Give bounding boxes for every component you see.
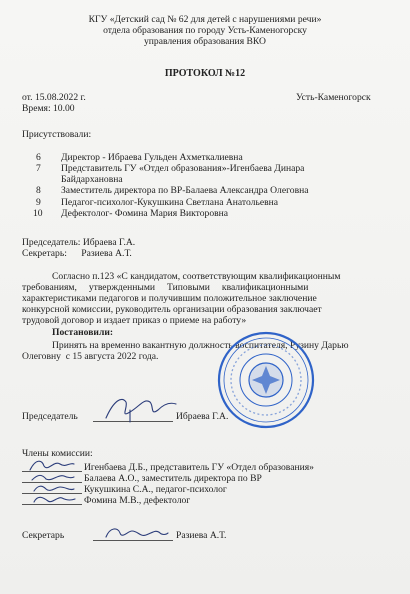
attendee-number: 9 — [36, 197, 41, 208]
body-line: Согласно п.123 «С кандидатом, соответствующим квалификационным — [52, 271, 341, 282]
document-time: Время: 10.00 — [22, 103, 75, 114]
resolution-line: Принять на временно вакантную должность воспитателя, Рузину Дарью — [52, 340, 349, 351]
member-item: Фомина М.В., дефектолог — [84, 495, 191, 506]
attendee-number: 10 — [33, 208, 43, 219]
attendee-item: Педагог-психолог-Кукушкина Светлана Анатольевна — [61, 197, 279, 208]
body-line: требованиям, утвержденными Типовыми квалификационными — [22, 282, 309, 293]
document-date: от. 15.08.2022 г. — [22, 92, 86, 103]
attendee-item: Заместитель директора по ВР-Балаева Александра Олеговна — [61, 185, 309, 196]
attendee-item-continued: Байдархановна — [61, 174, 123, 185]
member-item: Балаева А.О., заместитель директора по ВР — [84, 473, 262, 484]
member-signature — [30, 492, 78, 506]
header-line-2: отдела образования по городу Усть-Каменогорску — [103, 25, 307, 36]
body-line: конкурсной комиссии, руководитель организации образования заключает — [22, 304, 322, 315]
chair-sign-name: Ибраева Г.А. — [176, 411, 229, 422]
document-title: ПРОТОКОЛ №12 — [164, 68, 246, 79]
body-line: трудовой договор и издает приказ о приеме на работу» — [22, 315, 247, 326]
chair-line: Председатель: Ибраева Г.А. — [22, 237, 136, 248]
attendee-item: Директор - Ибраева Гульден Ахметкалиевна — [61, 152, 243, 163]
document-city: Усть-Каменогорск — [296, 92, 371, 103]
attendee-item: Дефектолог- Фомина Мария Викторовна — [61, 208, 229, 219]
attendee-item: Представитель ГУ «Отдел образования»-Игенбаева Динара — [61, 163, 305, 174]
body-line: характеристиками педагогов и получившим положительное заключение — [22, 293, 317, 304]
member-item: Кукушкина С.А., педагог-психолог — [84, 484, 227, 495]
attendee-number: 7 — [36, 163, 41, 174]
secretary-sign-label: Секретарь — [22, 530, 65, 541]
attendee-number: 6 — [36, 152, 41, 163]
attendee-number: 8 — [36, 185, 41, 196]
header-line-1: КГУ «Детский сад № 62 для детей с нарушениями речи» — [88, 14, 322, 25]
present-label: Присутствовали: — [22, 129, 92, 140]
members-label: Члены комиссии: — [22, 448, 93, 459]
chair-sign-label: Председатель — [22, 411, 78, 422]
secretary-signature — [100, 523, 172, 543]
secretary-line: Секретарь: Разиева А.Т. — [22, 248, 132, 259]
chair-signature — [100, 392, 180, 426]
resolution-line: Олеговну с 15 августа 2022 года. — [22, 351, 159, 362]
official-seal — [216, 330, 316, 430]
secretary-sign-name: Разиева А.Т. — [176, 530, 227, 541]
member-item: Игенбаева Д.Б., представитель ГУ «Отдел образования» — [84, 462, 314, 473]
resolved-label: Постановили: — [52, 327, 114, 338]
header-line-3: управления образования ВКО — [143, 36, 266, 47]
